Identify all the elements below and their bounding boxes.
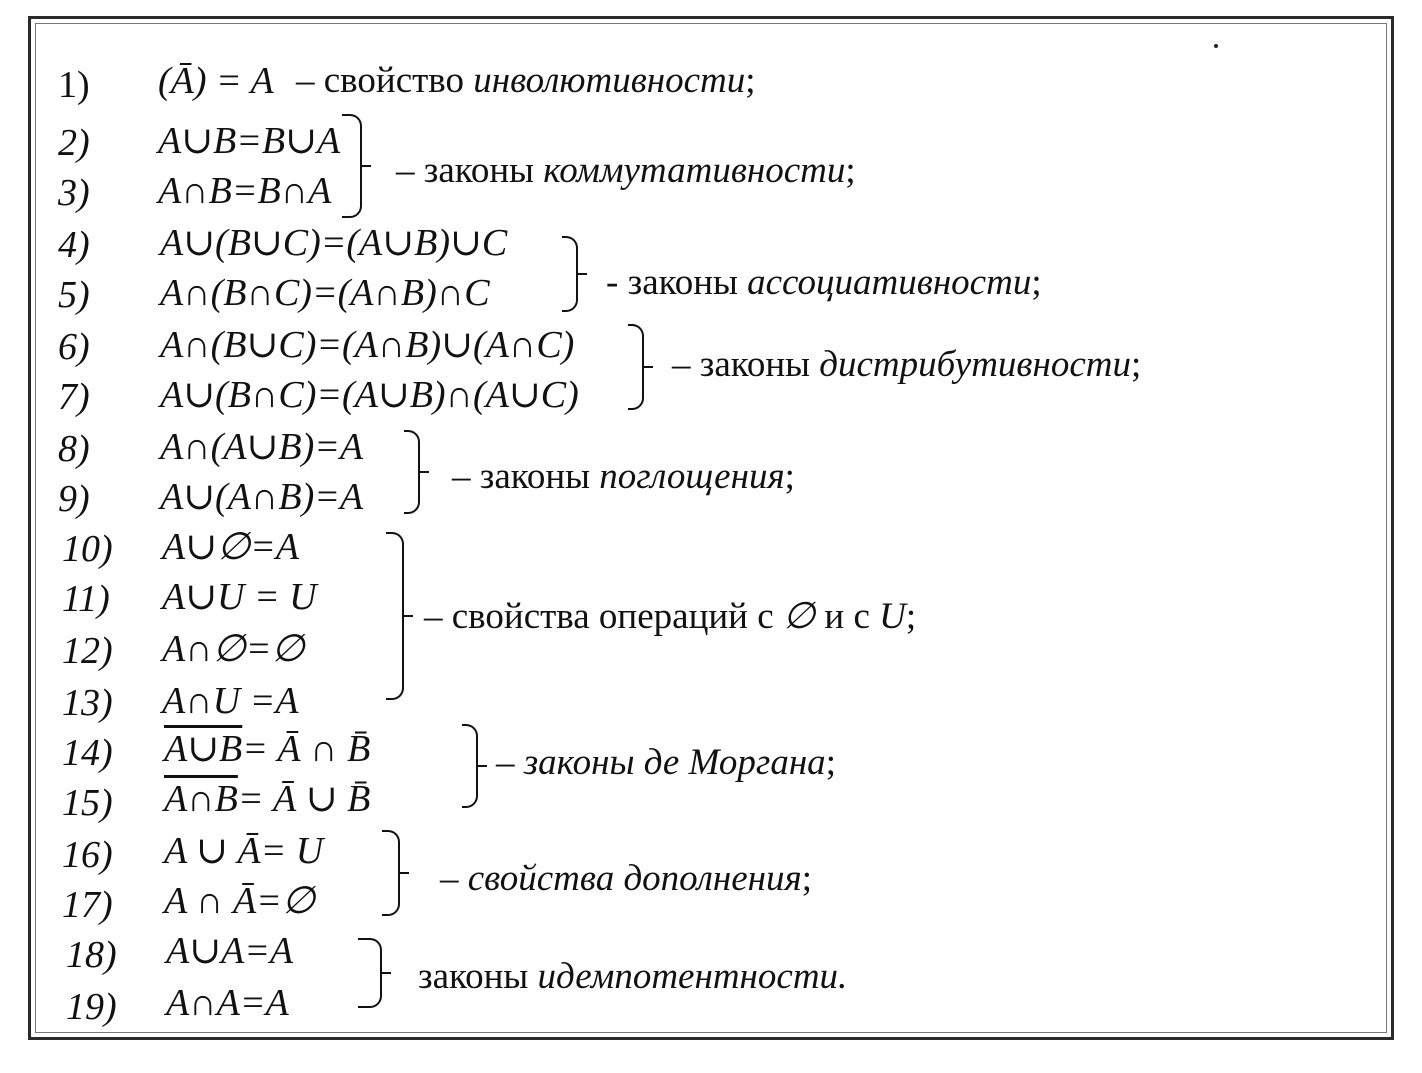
group-brace	[562, 236, 578, 312]
law-number: 9)	[58, 478, 90, 520]
scan-speck	[1214, 44, 1218, 48]
law-formula: A∩B= Ā ∪ B̄	[164, 778, 371, 820]
law-formula: A∩A=A	[166, 982, 289, 1024]
law-number: 13)	[62, 682, 113, 724]
law-description: – свойства операций с ∅ и с U;	[424, 596, 917, 637]
law-description: – законы дистрибутивности;	[672, 344, 1142, 385]
law-formula: A∩∅=∅	[162, 628, 305, 670]
group-brace	[462, 724, 478, 808]
law-number: 19)	[66, 986, 117, 1028]
law-formula: A∩U =A	[162, 680, 299, 722]
law-number: 12)	[62, 630, 113, 672]
group-brace	[404, 430, 420, 514]
law-number: 3)	[58, 172, 90, 214]
law-number: 11)	[62, 578, 110, 620]
law-formula: A∪B= Ā ∩ B̄	[164, 728, 371, 770]
law-number: 5)	[58, 274, 90, 316]
law-number: 4)	[58, 224, 90, 266]
law-number: 15)	[62, 782, 113, 824]
law-formula: A∪(B∪C)=(A∪B)∪C	[160, 222, 508, 264]
law-number: 16)	[62, 834, 113, 876]
group-brace	[358, 938, 382, 1008]
law-description: законы идемпотентности.	[418, 956, 848, 997]
law-number: 6)	[58, 326, 90, 368]
law-description: – законы де Моргана;	[496, 742, 836, 783]
law-number: 7)	[58, 376, 90, 418]
law-number: 10)	[62, 528, 113, 570]
group-brace	[628, 324, 644, 410]
law-formula: A∪(B∩C)=(A∪B)∩(A∪C)	[160, 374, 579, 416]
law-number: 8)	[58, 428, 90, 470]
law-description: – свойства дополнения;	[440, 858, 812, 899]
group-brace	[342, 114, 362, 218]
law-formula: A∩(A∪B)=A	[160, 426, 364, 468]
law-description: – законы коммутативности;	[396, 150, 856, 191]
law-formula: A∪(A∩B)=A	[160, 476, 364, 518]
law-formula: A∪∅=A	[162, 526, 300, 568]
law-number: 18)	[66, 934, 117, 976]
law-formula: (Ā) = A	[158, 60, 274, 102]
law-description: – свойство инволютивности;	[296, 60, 756, 101]
law-formula: A∩(B∪C)=(A∩B)∪(A∩C)	[160, 324, 575, 366]
law-formula: A∩B=B∩A	[158, 170, 332, 212]
law-formula: A∪B=B∪A	[158, 120, 341, 162]
law-number: 14)	[62, 732, 113, 774]
law-formula: A ∪ Ā= U	[164, 830, 324, 872]
law-number: 1)	[58, 64, 90, 106]
law-formula: A ∩ Ā=∅	[164, 880, 315, 922]
group-brace	[382, 830, 400, 916]
law-description: – законы поглощения;	[452, 456, 795, 497]
law-formula: A∪A=A	[166, 930, 294, 972]
law-formula: A∪U = U	[162, 576, 317, 618]
law-formula: A∩(B∩C)=(A∩B)∩C	[160, 272, 490, 314]
group-brace	[386, 532, 404, 700]
law-number: 17)	[62, 884, 113, 926]
law-number: 2)	[58, 122, 90, 164]
law-description: - законы ассоциативности;	[606, 262, 1042, 303]
